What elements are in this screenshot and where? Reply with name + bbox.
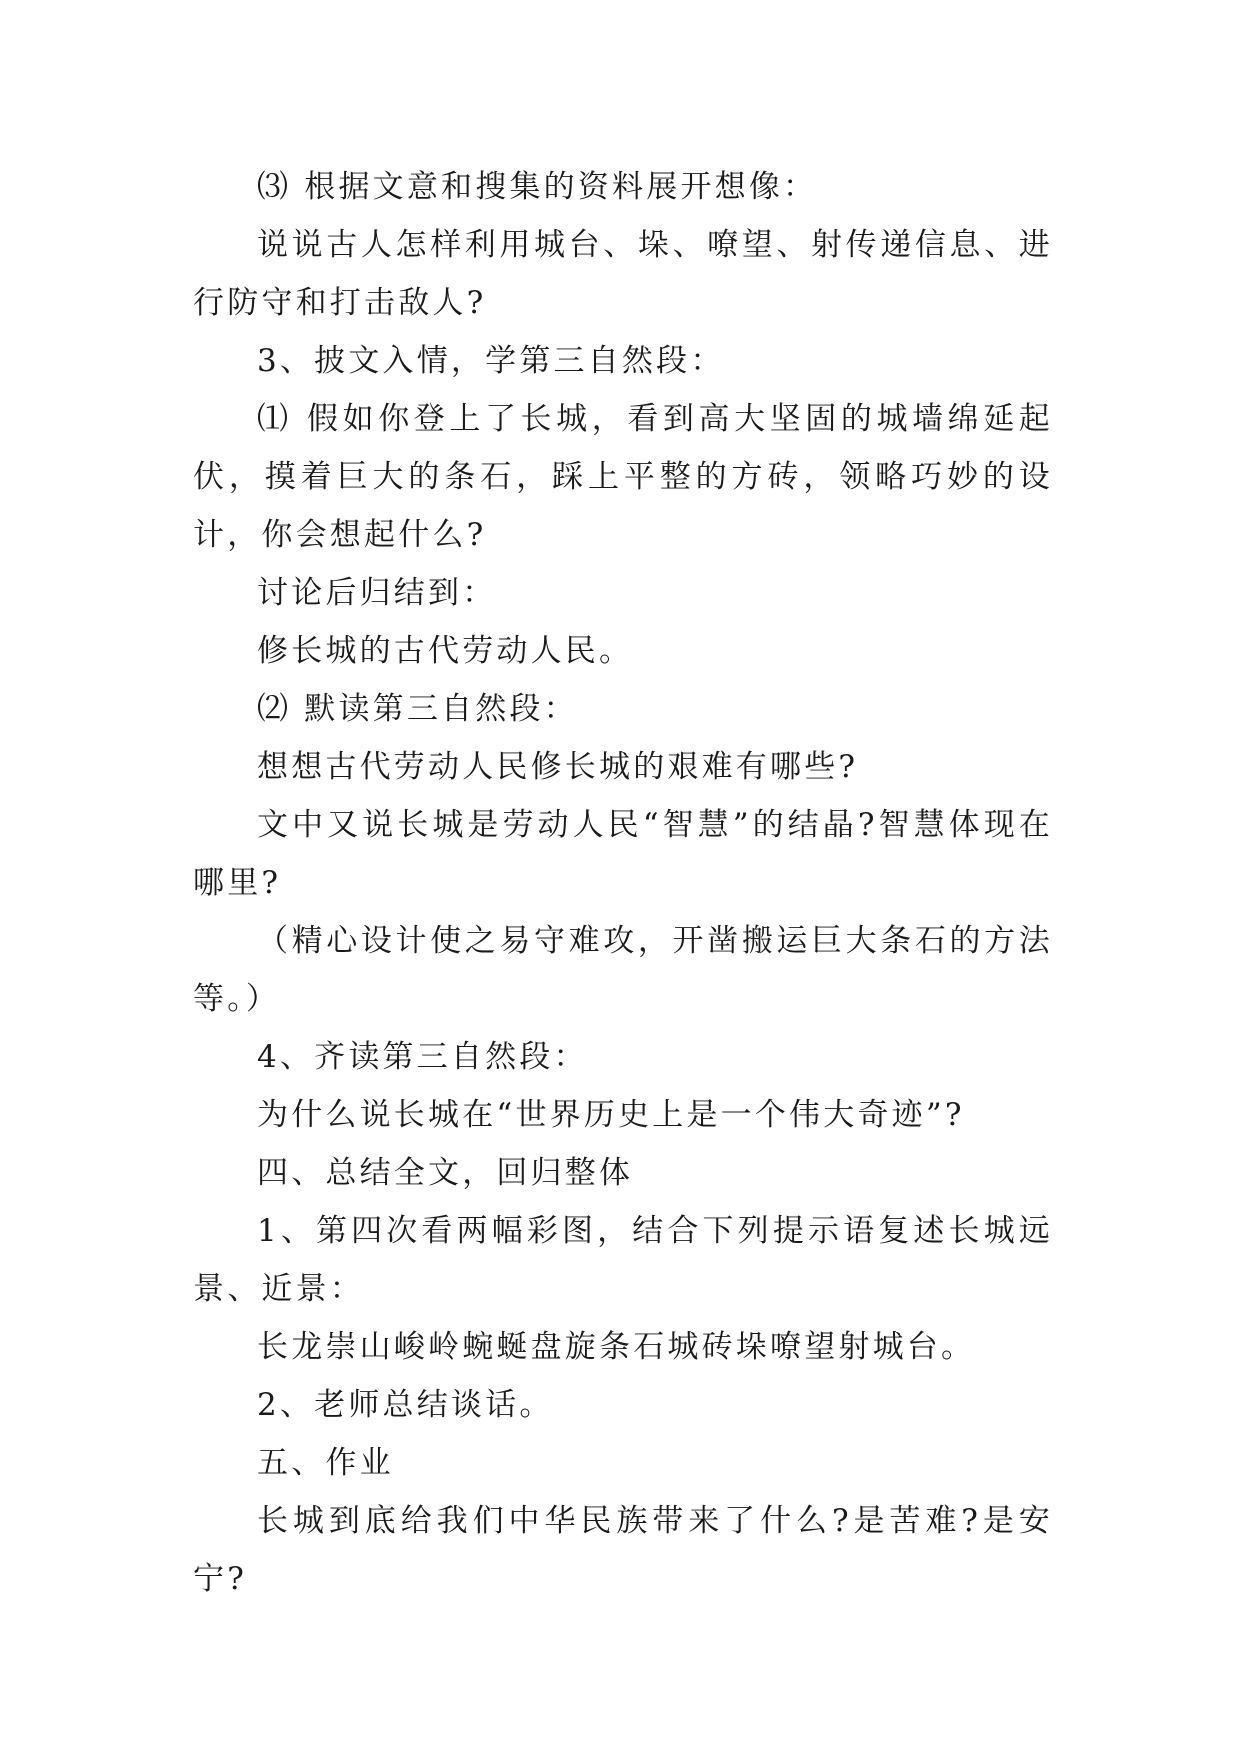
paragraph-miracle-question: 为什么说长城在“世界历史上是一个伟大奇迹”? <box>257 1097 965 1133</box>
paragraph-imagine-question: 说说古人怎样利用城台、垛、嘹望、射传递信息、进行防守和打击敌人? <box>193 227 1053 321</box>
paragraph-step-4: 4、齐读第三自然段： <box>257 1039 588 1075</box>
section-heading-homework: 五、作业 <box>257 1445 394 1481</box>
paragraph-wisdom: 文中又说长城是劳动人民“智慧”的结晶?智慧体现在哪里? <box>193 807 1053 901</box>
paragraph-homework-question: 长城到底给我们中华民族带来了什么?是苦难?是安宁? <box>193 1503 1053 1597</box>
paragraph-wisdom-answer: （精心设计使之易守难攻，开凿搬运巨大条石的方法等。） <box>193 923 1053 1017</box>
paragraph-summary-step-1: 1、第四次看两幅彩图，结合下列提示语复述长城远景、近景： <box>193 1213 1053 1307</box>
paragraph-imagine-heading: ⑶ 根据文意和搜集的资料展开想像： <box>257 169 818 205</box>
document-page <box>193 158 1053 1608</box>
paragraph-step-3: 3、披文入情，学第三自然段： <box>257 343 725 379</box>
paragraph-climb-question: ⑴ 假如你登上了长城，看到高大坚固的城墙绵延起伏，摸着巨大的条石，踩上平整的方砖，领略巧妙的设计，你会想起什么? <box>193 401 1053 553</box>
paragraph-summary-step-2: 2、老师总结谈话。 <box>257 1387 554 1423</box>
paragraph-hardships: 想想古代劳动人民修长城的艰难有哪些? <box>257 749 859 785</box>
paragraph-discussion: 讨论后归结到： <box>257 575 497 611</box>
paragraph-silent-read: ⑵ 默读第三自然段： <box>257 691 578 727</box>
paragraph-keywords: 长龙崇山峻岭蜿蜒盘旋条石城砖垛嘹望射城台。 <box>257 1329 976 1365</box>
paragraph-laborers: 修长城的古代劳动人民。 <box>257 633 634 669</box>
section-heading-summary: 四、总结全文，回归整体 <box>257 1155 634 1191</box>
